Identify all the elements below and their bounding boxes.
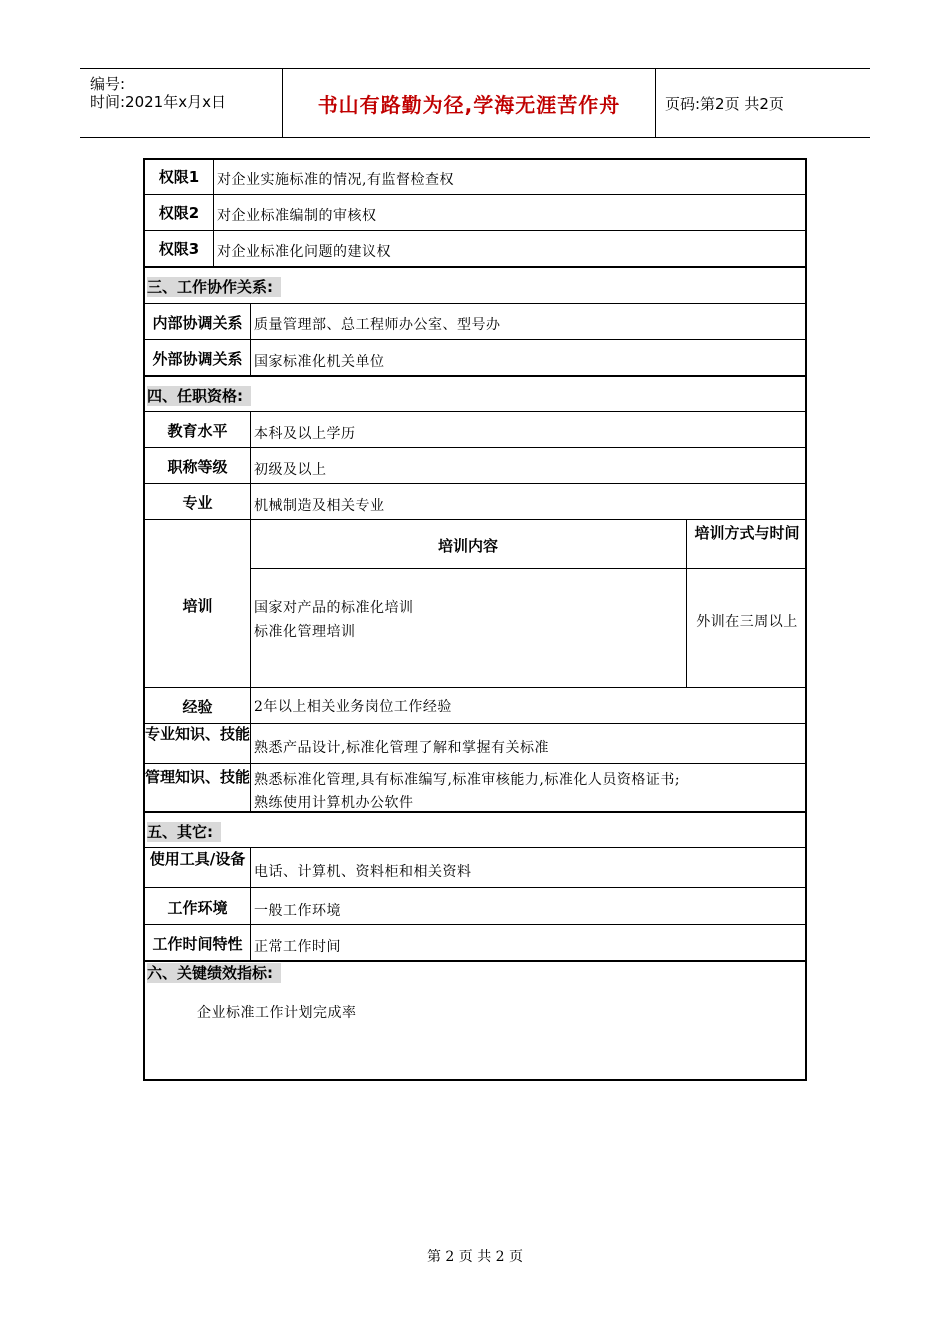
management-skill-line-1: 熟悉标准化管理,具有标准编写,标准审核能力,标准化人员资格证书; <box>254 772 681 788</box>
authority-2-value: 对企业标准编制的审核权 <box>217 208 377 224</box>
document-header <box>80 68 870 138</box>
page-footer: 第 2 页 共 2 页 <box>426 1249 524 1265</box>
external-coordination-value: 国家标准化机关单位 <box>254 354 385 370</box>
authority-3-label: 权限3 <box>158 240 200 258</box>
work-time-value: 正常工作时间 <box>254 939 341 955</box>
section5-title: 五、其它: <box>147 822 221 842</box>
number-label: 编号: <box>90 75 126 93</box>
section3-title: 三、工作协作关系: <box>147 277 281 297</box>
professional-skill-label: 专业知识、技能 <box>145 725 251 743</box>
work-environment-label: 工作环境 <box>167 899 228 917</box>
professional-skill-value: 熟悉产品设计,标准化管理了解和掌握有关标准 <box>254 740 549 756</box>
work-environment-value: 一般工作环境 <box>254 903 341 919</box>
authority-2-label: 权限2 <box>158 204 200 222</box>
major-value: 机械制造及相关专业 <box>254 498 385 514</box>
header-left-cell <box>80 69 283 137</box>
authority-1-label: 权限1 <box>158 168 200 186</box>
external-coordination-label: 外部协调关系 <box>152 350 243 368</box>
page-info: 页码:第2页 共2页 <box>665 94 784 113</box>
title-grade-value: 初级及以上 <box>254 462 327 478</box>
authority-3-value: 对企业标准化问题的建议权 <box>217 244 391 260</box>
experience-label: 经验 <box>182 698 213 716</box>
work-time-label: 工作时间特性 <box>152 935 243 953</box>
major-label: 专业 <box>182 494 213 512</box>
motto: 书山有路勤为径,学海无涯苦作舟 <box>283 69 656 137</box>
training-item-2: 标准化管理培训 <box>254 624 356 640</box>
job-description-table <box>143 158 807 1081</box>
section6-title: 六、关键绩效指标: <box>147 963 281 983</box>
kpi-value: 企业标准工作计划完成率 <box>197 1005 357 1021</box>
management-skill-label: 管理知识、技能 <box>145 768 251 786</box>
training-method-value: 外训在三周以上 <box>696 614 798 630</box>
education-label: 教育水平 <box>167 422 228 440</box>
title-grade-label: 职称等级 <box>167 458 228 476</box>
tools-value: 电话、计算机、资料柜和相关资料 <box>254 864 472 880</box>
internal-coordination-value: 质量管理部、总工程师办公室、型号办 <box>254 317 501 333</box>
training-method-header: 培训方式与时间 <box>694 524 800 542</box>
time-label: 时间:2021年x月x日 <box>90 93 226 111</box>
training-label: 培训 <box>182 597 213 615</box>
authority-1-value: 对企业实施标准的情况,有监督检查权 <box>217 172 454 188</box>
management-skill-line-2: 熟练使用计算机办公软件 <box>254 795 414 811</box>
training-item-1: 国家对产品的标准化培训 <box>254 600 414 616</box>
experience-value: 2年以上相关业务岗位工作经验 <box>254 699 452 715</box>
tools-label: 使用工具/设备 <box>149 850 246 868</box>
internal-coordination-label: 内部协调关系 <box>152 314 243 332</box>
section4-title: 四、任职资格: <box>147 386 251 406</box>
training-content-header: 培训内容 <box>437 537 498 555</box>
education-value: 本科及以上学历 <box>254 426 356 442</box>
